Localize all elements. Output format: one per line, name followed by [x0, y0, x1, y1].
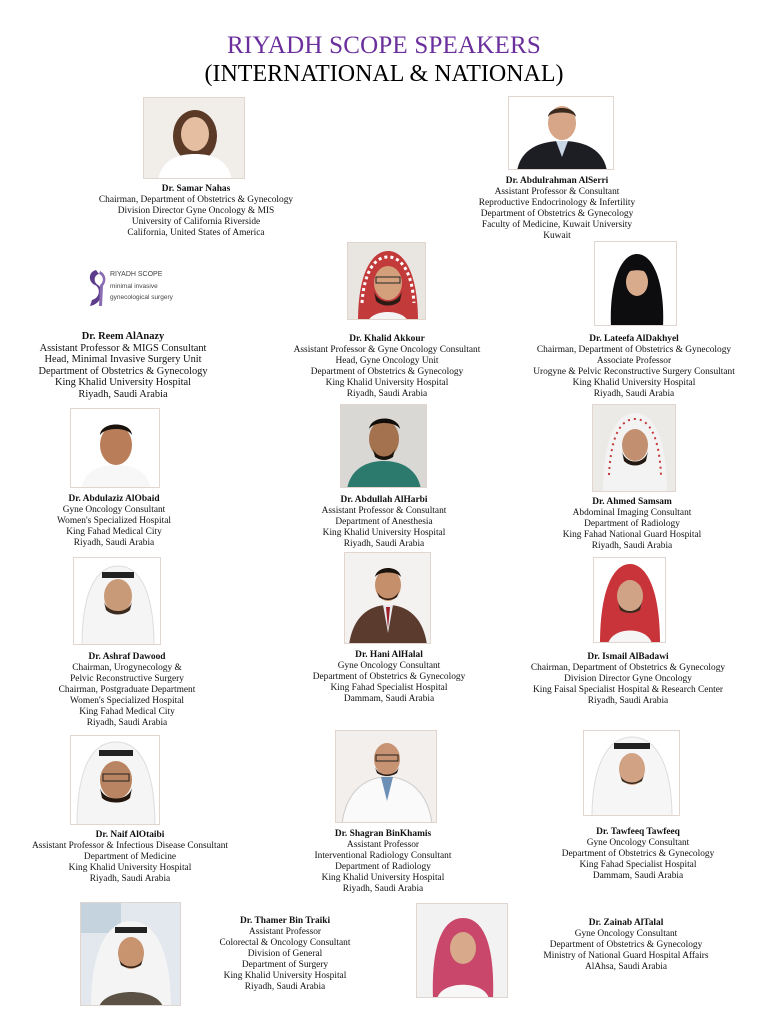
- speaker-detail: Department of Anesthesia: [335, 517, 433, 527]
- speaker-detail: Gyne Oncology Consultant: [337, 661, 441, 671]
- speaker-detail: King Fahad National Guard Hospital: [562, 530, 702, 540]
- speaker-detail: Chairman, Urogynecology &: [72, 663, 182, 673]
- photo-ashraf-dawood: [73, 557, 161, 645]
- speaker-detail: Riyadh, Saudi Arabia: [86, 718, 168, 728]
- speaker-detail: King Khalid University Hospital: [223, 971, 347, 981]
- speaker-detail: Riyadh, Saudi Arabia: [593, 389, 675, 399]
- photo-shagran-binkhamis: [335, 730, 437, 823]
- speaker-name: Dr. Abdulrahman AlSerri: [505, 176, 609, 186]
- speaker-name: Dr. Ahmed Samsam: [592, 497, 672, 507]
- speaker-detail: Riyadh, Saudi Arabia: [89, 874, 171, 884]
- speaker-detail: Reproductive Endocrinology & Infertility: [478, 198, 636, 208]
- speaker-detail: Assistant Professor & Infectious Disease Consultant: [31, 841, 229, 851]
- speaker-detail: Gyne Oncology Consultant: [574, 929, 678, 939]
- speaker-detail: Department of Surgery: [241, 960, 329, 970]
- speaker-detail: Chairman, Department of Obstetrics & Gynecology: [536, 345, 732, 355]
- speaker-card-khalid-akkour: [262, 334, 512, 400]
- speaker-detail: King Khalid University Hospital: [68, 863, 192, 873]
- speaker-name: Dr. Lateefa AlDakhyel: [589, 334, 679, 344]
- speaker-detail: Riyadh, Saudi Arabia: [73, 538, 155, 548]
- speaker-detail: Riyadh, Saudi Arabia: [343, 539, 425, 549]
- speaker-name: Dr. Ashraf Dawood: [88, 652, 166, 662]
- speaker-card-tawfeeq-tawfeeq: [528, 827, 748, 882]
- speaker-card-abdulrahman-alserri: [427, 176, 687, 242]
- speaker-name: Dr. Tawfeeq Tawfeeq: [596, 827, 680, 837]
- speaker-detail: Women's Specialized Hospital: [57, 516, 171, 526]
- speaker-detail: Department of Medicine: [83, 852, 177, 862]
- speaker-detail: Assistant Professor & MIGS Consultant: [39, 342, 207, 354]
- speaker-name: Dr. Reem AlAnazy: [81, 331, 165, 342]
- photo-lateefa-aldakhyel: [594, 241, 677, 326]
- photo-hani-alhalal: [344, 552, 431, 644]
- speaker-detail: King Fahad Medical City: [66, 527, 162, 537]
- speaker-detail: Department of Obstetrics & Gynecology: [38, 365, 208, 377]
- speaker-card-lateefa-aldakhyel: [508, 334, 760, 400]
- speaker-detail: Assistant Professor & Consultant: [321, 506, 447, 516]
- speaker-card-hani-alhalal: [279, 650, 499, 705]
- speaker-name: Dr. Shagran BinKhamis: [334, 829, 432, 839]
- page-subtitle: (INTERNATIONAL & NATIONAL): [204, 61, 564, 87]
- speaker-detail: King Faisal Specialist Hospital & Research Center: [532, 685, 724, 695]
- speaker-detail: Department of Obstetrics & Gynecology: [312, 672, 466, 682]
- speaker-detail: Department of Radiology: [335, 862, 431, 872]
- speaker-card-ahmed-samsam: [532, 497, 732, 552]
- speaker-card-samar-nahas: [56, 184, 336, 239]
- speaker-name: Dr. Abdulaziz AlObaid: [68, 494, 160, 504]
- photo-ismail-albadawi: [593, 557, 666, 643]
- speaker-detail: King Khalid University Hospital: [55, 377, 191, 388]
- speaker-detail: Division Director Gyne Oncology: [564, 674, 692, 684]
- photo-abdulaziz-alobaid: [70, 408, 160, 488]
- speaker-card-ismail-albadawi: [502, 652, 754, 707]
- speaker-detail: King Khalid University Hospital: [322, 528, 446, 538]
- photo-abdulrahman-alserri: [508, 96, 614, 170]
- speaker-detail: Dammam, Saudi Arabia: [592, 871, 684, 881]
- speaker-detail: Department of Obstetrics & Gynecology: [549, 940, 703, 950]
- speaker-detail: Head, Gyne Oncology Unit: [335, 356, 439, 366]
- speaker-card-zainab-altalal: [512, 918, 740, 973]
- speaker-detail: Assistant Professor & Consultant: [494, 187, 620, 197]
- speaker-detail: Division Director Gyne Oncology & MIS: [117, 206, 275, 216]
- photo-khalid-akkour: [347, 242, 426, 320]
- speaker-name: Dr. Ismail AlBadawi: [587, 652, 669, 662]
- speaker-detail: Faculty of Medicine, Kuwait University: [481, 220, 633, 230]
- speaker-name: Dr. Khalid Akkour: [349, 334, 425, 344]
- speaker-card-abdullah-alharbi: [284, 495, 484, 550]
- page-title: RIYADH SCOPE SPEAKERS: [227, 32, 541, 59]
- photo-tawfeeq-tawfeeq: [583, 730, 680, 816]
- photo-zainab-altalal: [416, 903, 508, 998]
- speaker-detail: Department of Radiology: [584, 519, 680, 529]
- speaker-detail: Ministry of National Guard Hospital Affairs: [543, 951, 709, 961]
- speaker-name: Dr. Samar Nahas: [161, 184, 231, 194]
- speaker-detail: King Fahad Specialist Hospital: [579, 860, 697, 870]
- logo-line-1: RIYADH SCOPE: [110, 271, 163, 278]
- speaker-detail: Assistant Professor & Gyne Oncology Consultant: [293, 345, 481, 355]
- riyadh-scope-logo: [86, 266, 176, 308]
- speaker-detail: Dammam, Saudi Arabia: [343, 694, 435, 704]
- speaker-name: Dr. Naif AlOtaibi: [95, 830, 165, 840]
- speaker-detail: Assistant Professor: [248, 927, 322, 937]
- speaker-detail: Gyne Oncology Consultant: [586, 838, 690, 848]
- speaker-detail: Urogyne & Pelvic Reconstructive Surgery Consultant: [533, 367, 735, 377]
- speaker-name: Dr. Zainab AlTalal: [588, 918, 664, 928]
- photo-abdullah-alharbi: [340, 404, 427, 488]
- speaker-card-thamer-bin-traiki: [185, 916, 385, 993]
- speaker-detail: Department of Obstetrics & Gynecology: [480, 209, 634, 219]
- speaker-detail: Women's Specialized Hospital: [70, 696, 184, 706]
- speaker-detail: King Khalid University Hospital: [325, 378, 449, 388]
- speaker-detail: Kuwait: [543, 231, 571, 241]
- speaker-card-ashraf-dawood: [27, 652, 227, 729]
- speaker-detail: Chairman, Department of Obstetrics & Gynecology: [530, 663, 726, 673]
- speaker-detail: California, United States of America: [127, 228, 265, 238]
- logo-line-3: gynecological surgery: [110, 294, 173, 301]
- speaker-detail: Riyadh, Saudi Arabia: [244, 982, 326, 992]
- speaker-detail: Riyadh, Saudi Arabia: [587, 696, 669, 706]
- speaker-detail: Department of Obstetrics & Gynecology: [310, 367, 464, 377]
- speaker-detail: Colorectal & Oncology Consultant: [219, 938, 351, 948]
- speaker-detail: Riyadh, Saudi Arabia: [591, 541, 673, 551]
- speaker-name: Dr. Abdullah AlHarbi: [340, 495, 428, 505]
- speaker-detail: Chairman, Postgraduate Department: [58, 685, 196, 695]
- speaker-detail: Division of General: [247, 949, 323, 959]
- speaker-detail: AlAhsa, Saudi Arabia: [584, 962, 668, 972]
- speaker-detail: King Khalid University Hospital: [321, 873, 445, 883]
- speaker-card-abdulaziz-alobaid: [14, 494, 214, 549]
- photo-samar-nahas: [143, 97, 245, 179]
- speaker-detail: Head, Minimal Invasive Surgery Unit: [44, 354, 202, 365]
- speaker-detail: Abdominal Imaging Consultant: [572, 508, 692, 518]
- speaker-detail: Associate Professor: [596, 356, 672, 366]
- speaker-detail: University of California Riverside: [131, 217, 261, 227]
- logo-line-2: minimal invasive: [110, 283, 158, 290]
- speaker-detail: King Fahad Medical City: [79, 707, 175, 717]
- speaker-detail: Riyadh, Saudi Arabia: [342, 884, 424, 894]
- speaker-detail: King Fahad Specialist Hospital: [330, 683, 448, 693]
- speaker-detail: Riyadh, Saudi Arabia: [78, 388, 168, 400]
- speaker-detail: Assistant Professor: [346, 840, 420, 850]
- speaker-detail: King Khalid University Hospital: [572, 378, 696, 388]
- speaker-name: Dr. Hani AlHalal: [355, 650, 423, 660]
- speaker-detail: Gyne Oncology Consultant: [62, 505, 166, 515]
- speaker-card-naif-alotaibi: [2, 830, 258, 885]
- photo-thamer-bin-traiki: [80, 902, 181, 1006]
- speaker-detail: Riyadh, Saudi Arabia: [346, 389, 428, 399]
- speaker-detail: Pelvic Reconstructive Surgery: [70, 674, 184, 684]
- speaker-detail: Department of Obstetrics & Gynecology: [561, 849, 715, 859]
- photo-ahmed-samsam: [592, 404, 676, 492]
- photo-naif-alotaibi: [70, 735, 160, 825]
- speaker-detail: Interventional Radiology Consultant: [314, 851, 452, 861]
- speaker-card-reem-alanazy: [8, 331, 238, 400]
- speaker-card-shagran-binkhamis: [283, 829, 483, 895]
- speaker-detail: Chairman, Department of Obstetrics & Gynecology: [98, 195, 294, 205]
- speaker-name: Dr. Thamer Bin Traiki: [239, 916, 331, 926]
